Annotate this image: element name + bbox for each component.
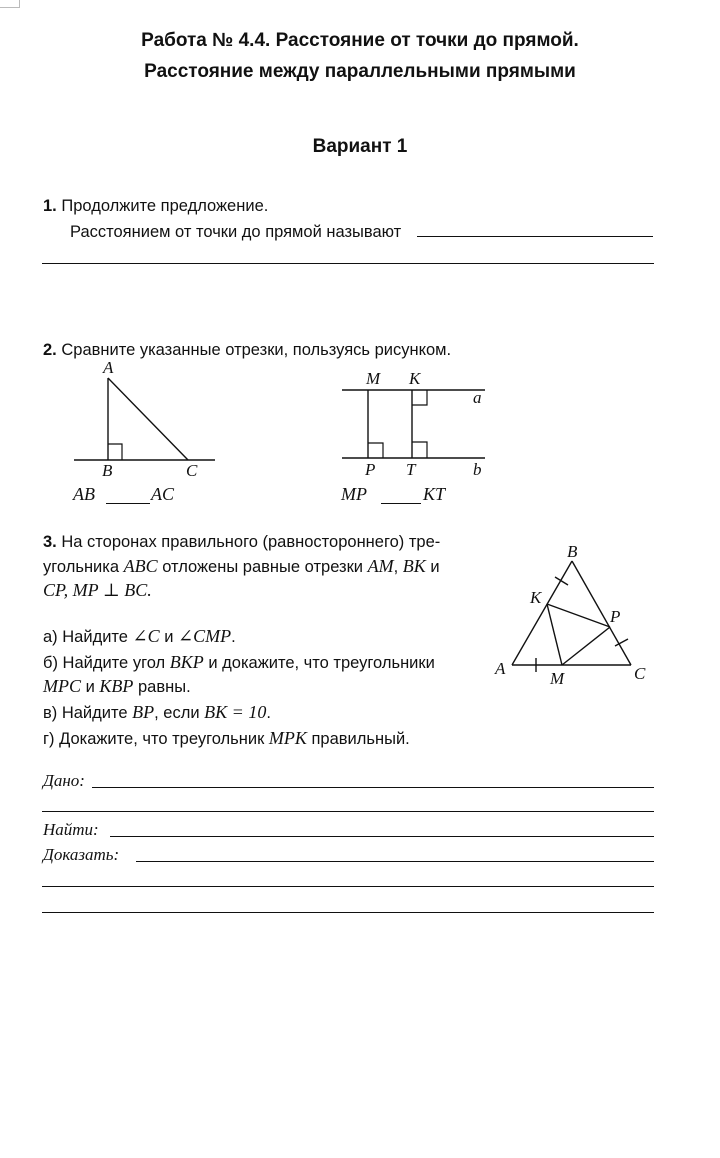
task3-abc: ABC bbox=[123, 556, 158, 576]
variant-label: Вариант 1 bbox=[312, 136, 408, 157]
label-B: B bbox=[567, 542, 578, 561]
task3-sub-d bbox=[43, 728, 410, 749]
segment-ac bbox=[108, 378, 188, 460]
prove-line-2[interactable] bbox=[42, 886, 654, 887]
sub-b2-end: равны. bbox=[133, 678, 191, 696]
sub-a-end: . bbox=[231, 628, 236, 646]
sub-c-math2: BK = 10 bbox=[204, 702, 267, 722]
task2-figure-parallel-lines bbox=[330, 365, 500, 480]
task2-prompt: Сравните указанные отрезки, пользуясь рисунком. bbox=[61, 341, 452, 359]
worksheet-title-line2: Расстояние между параллельными прямыми bbox=[144, 61, 576, 82]
task3-line1 bbox=[43, 532, 440, 552]
sub-a-math2: ∠CMP bbox=[178, 626, 232, 646]
sub-a-mid: и bbox=[159, 628, 179, 646]
label-P: P bbox=[365, 460, 376, 479]
task3-figure-equilateral-triangle bbox=[490, 540, 660, 695]
sub-b-prefix: б) Найдите угол bbox=[43, 654, 170, 672]
task2-comparison-1 bbox=[73, 484, 95, 505]
right-angle-mark bbox=[108, 444, 122, 460]
sub-d-end: правильный. bbox=[306, 730, 410, 748]
segment-kp bbox=[547, 604, 610, 627]
given-line-2[interactable] bbox=[42, 811, 654, 812]
task3-sub-b-cont bbox=[43, 676, 191, 697]
task1-answer-line-1[interactable] bbox=[417, 236, 653, 237]
prove-label: Доказать: bbox=[43, 845, 120, 864]
label-C: C bbox=[186, 461, 198, 480]
task2-comparison-1-right bbox=[151, 484, 174, 505]
label-M: M bbox=[550, 669, 565, 688]
sub-b-rest: и докажите, что треугольники bbox=[203, 654, 435, 672]
segment-km bbox=[547, 604, 562, 665]
label-M: M bbox=[366, 369, 381, 388]
label-A: A bbox=[103, 358, 114, 377]
task3-line2-b: отложены равные отрезки bbox=[157, 558, 368, 576]
task1-number: 1. bbox=[43, 197, 57, 215]
compare2-left: MP bbox=[341, 484, 367, 504]
label-B: B bbox=[102, 461, 113, 480]
task3-line2-d: и bbox=[425, 558, 440, 576]
label-b: b bbox=[473, 460, 482, 479]
label-a: a bbox=[473, 388, 482, 407]
task3-line1-text: На сторонах правильного (равностороннего) тре- bbox=[61, 533, 441, 551]
prove-line-1[interactable] bbox=[136, 861, 654, 862]
given-label: Дано: bbox=[43, 771, 85, 790]
task1-sentence: Расстоянием от точки до прямой называют bbox=[70, 223, 402, 241]
task3-line2-a: угольника bbox=[43, 558, 124, 576]
task2-figure-right-triangle bbox=[60, 358, 230, 483]
task2-number: 2. bbox=[43, 341, 57, 359]
worksheet-title-line1: Работа № 4.4. Расстояние от точки до прямой. bbox=[141, 30, 579, 51]
sub-b2-math2: KBP bbox=[99, 676, 134, 696]
label-P: P bbox=[610, 607, 621, 626]
compare2-right: KT bbox=[423, 484, 446, 504]
task3-line3: CP, MP ⊥ BC. bbox=[43, 580, 152, 600]
label-A: A bbox=[495, 659, 506, 678]
sub-d-math: MPK bbox=[268, 728, 307, 748]
right-angle-mark-k bbox=[412, 390, 427, 405]
compare1-answer-blank[interactable] bbox=[106, 503, 150, 504]
sub-c-mid: , если bbox=[154, 704, 205, 722]
right-angle-mark-t bbox=[412, 442, 427, 458]
sub-b-math: BKP bbox=[169, 652, 204, 672]
task1-answer-line-2[interactable] bbox=[42, 263, 654, 264]
compare2-answer-blank[interactable] bbox=[381, 503, 421, 504]
sub-d-prefix: г) Докажите, что треугольник bbox=[43, 730, 269, 748]
task3-sub-a bbox=[43, 626, 236, 647]
task3-line2 bbox=[43, 556, 440, 577]
task1-heading bbox=[43, 196, 268, 216]
task3-sub-c bbox=[43, 702, 271, 723]
label-K: K bbox=[409, 369, 421, 388]
page-corner-mark bbox=[0, 0, 20, 8]
task2-comparison-2-right bbox=[423, 484, 445, 505]
sub-c-prefix: в) Найдите bbox=[43, 704, 133, 722]
sub-c-math: BP bbox=[132, 702, 155, 722]
prove-line-3[interactable] bbox=[42, 912, 654, 913]
sub-a-math: ∠C bbox=[132, 626, 160, 646]
task3-sub-b bbox=[43, 652, 435, 673]
sub-a-prefix: а) Найдите bbox=[43, 628, 133, 646]
sub-b2-math1: MPC bbox=[43, 676, 81, 696]
segment-mp bbox=[562, 627, 610, 665]
task2-comparison-2 bbox=[341, 484, 367, 505]
label-C: C bbox=[634, 664, 646, 683]
task3-bk: BK bbox=[402, 556, 426, 576]
task2-heading bbox=[43, 340, 451, 360]
label-T: T bbox=[406, 460, 416, 479]
task3-number: 3. bbox=[43, 533, 57, 551]
compare1-right: AC bbox=[151, 484, 175, 504]
sub-b2-mid: и bbox=[81, 678, 100, 696]
given-line-1[interactable] bbox=[92, 787, 654, 788]
find-line[interactable] bbox=[110, 836, 654, 837]
label-K: K bbox=[530, 588, 542, 607]
task1-prompt: Продолжите предложение. bbox=[61, 197, 269, 215]
find-label: Найти: bbox=[43, 820, 99, 839]
sub-c-end: . bbox=[266, 704, 271, 722]
side-ab bbox=[512, 561, 572, 665]
compare1-left: AB bbox=[73, 484, 95, 504]
right-angle-mark-p bbox=[368, 443, 383, 458]
task3-am: AM bbox=[367, 556, 394, 576]
task3-line2-c: , bbox=[393, 558, 403, 576]
